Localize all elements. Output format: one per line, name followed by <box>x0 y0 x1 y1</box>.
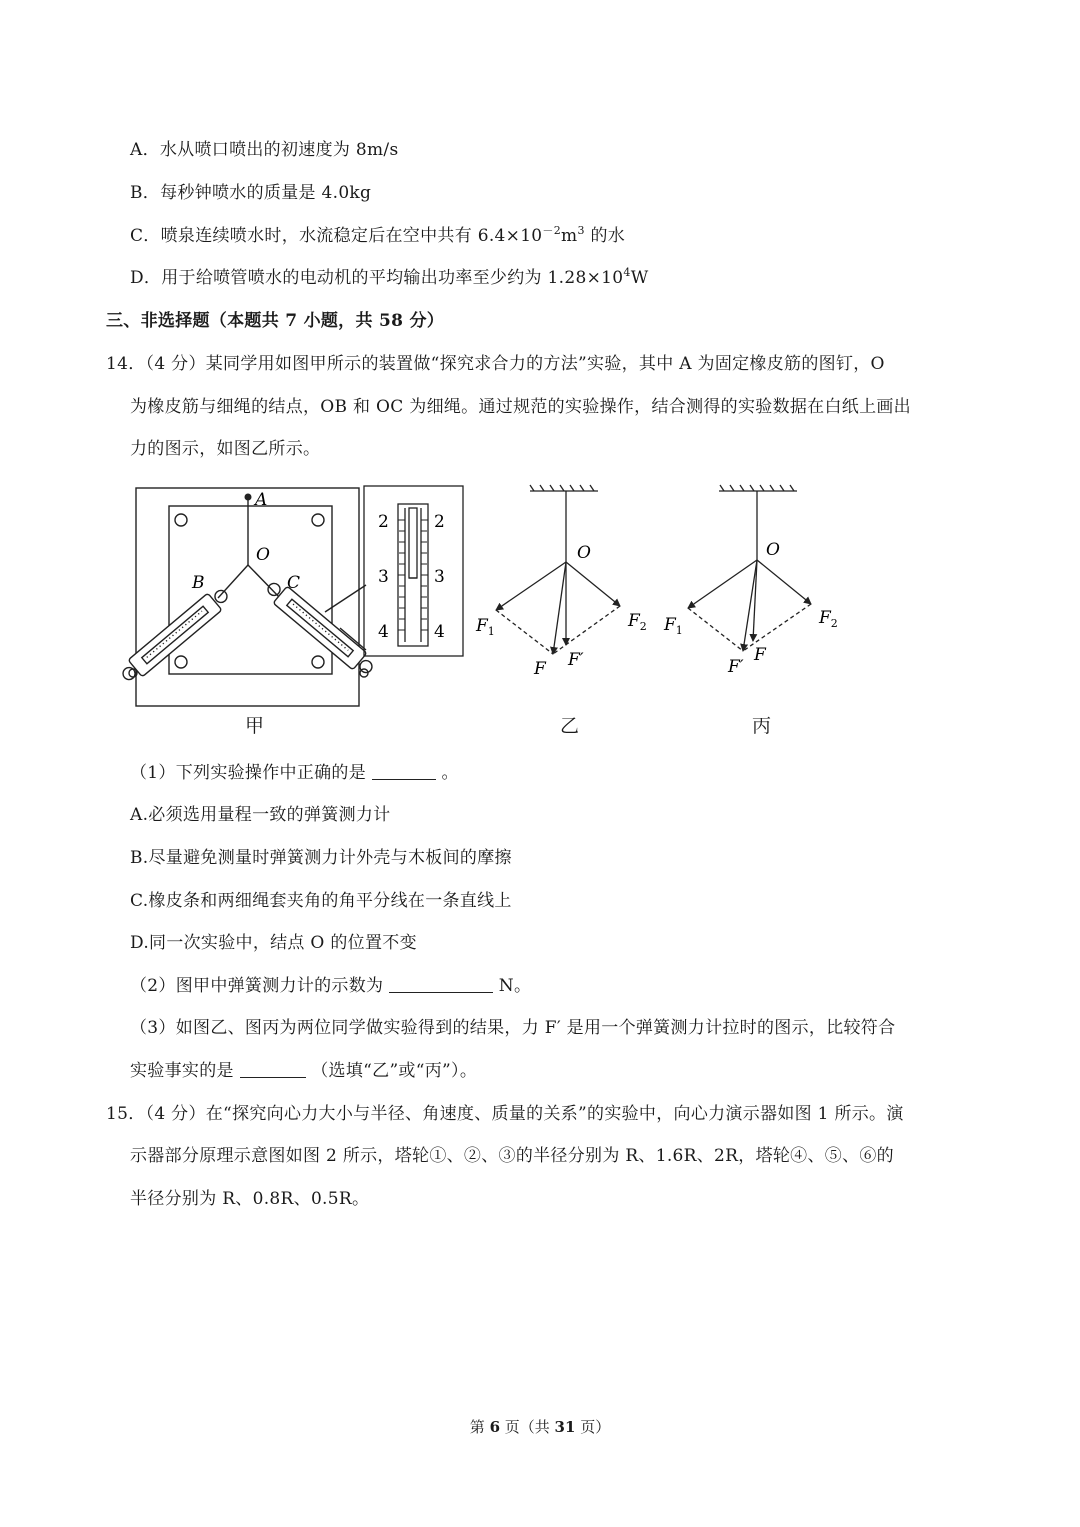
experiment-figure <box>0 0 1080 760</box>
section-heading: 三、非选择题（本题共 7 小题，共 58 分） <box>106 311 445 331</box>
q14-option-d: D.同一次实验中，结点 O 的位置不变 <box>130 933 417 953</box>
label-fprime-bing: F′ <box>728 657 744 677</box>
scale-mark-2-left: 2 <box>378 512 389 532</box>
q15-stem-line3: 半径分别为 R、0.8R、0.5R。 <box>130 1189 370 1209</box>
total-pages: 31 <box>554 1418 576 1436</box>
answer-blank-2[interactable] <box>389 974 493 993</box>
q14-sub3-line2: 实验事实的是 （选填“乙”或“丙”）。 <box>130 1061 478 1081</box>
label-point-b: B <box>192 573 205 593</box>
scale-mark-2-right: 2 <box>434 512 445 532</box>
scale-mark-4-right: 4 <box>434 622 445 642</box>
label-f2-bing: $F_2$ <box>819 608 838 630</box>
scale-mark-4-left: 4 <box>378 622 389 642</box>
q14-sub3-line1: （3）如图乙、图丙为两位同学做实验得到的结果，力 F′ 是用一个弹簧测力计拉时的图示，比较符合 <box>130 1018 896 1038</box>
page-number: 6 <box>489 1418 500 1436</box>
q15-stem-line1: 15．（4 分）在“探究向心力大小与半径、角速度、质量的关系”的实验中，向心力演示器如图 1 所示。演 <box>106 1104 904 1124</box>
label-point-c: C <box>287 573 301 593</box>
q14-stem-line1: 14．（4 分）某同学用如图甲所示的装置做“探究求合力的方法”实验，其中 A 为固定橡皮筋的图钉，O <box>106 354 885 374</box>
answer-blank-1[interactable] <box>372 761 436 780</box>
label-f1-yi: $F_1$ <box>476 616 495 638</box>
label-f2-yi: $F_2$ <box>628 611 647 633</box>
answer-blank-3[interactable] <box>240 1059 306 1078</box>
pin-a-marker <box>245 494 252 501</box>
q14-stem-line3: 力的图示，如图乙所示。 <box>130 439 321 459</box>
figure-label-bing: 丙 <box>752 715 772 737</box>
q13-option-a: A．水从喷口喷出的初速度为 8m/s <box>130 140 399 160</box>
q14-option-b: B.尽量避免测量时弹簧测力计外壳与木板间的摩擦 <box>130 848 512 868</box>
label-point-a: A <box>255 490 268 510</box>
page-footer: 第 6 页（共 31 页） <box>469 1418 611 1436</box>
q13-option-c: C．喷泉连续喷水时，水流稳定后在空中共有 $6.4\times 10^{-2}m^3$ 的水 <box>130 224 626 246</box>
label-f-yi: F <box>534 659 546 679</box>
q14-option-a: A.必须选用量程一致的弹簧测力计 <box>130 805 391 825</box>
scale-mark-3-right: 3 <box>434 567 445 587</box>
force-diagram-yi <box>496 485 620 654</box>
label-fprime-yi: F′ <box>568 650 584 670</box>
figure-label-jia: 甲 <box>245 715 265 737</box>
scale-mark-3-left: 3 <box>378 567 389 587</box>
board-apparatus <box>117 488 377 706</box>
label-f-bing: F <box>754 645 766 665</box>
label-point-o-yi: O <box>577 543 591 563</box>
label-point-o-bing: O <box>766 540 780 560</box>
q14-sub2: （2）图甲中弹簧测力计的示数为 N。 <box>130 976 532 996</box>
label-point-o-jia: O <box>256 545 270 565</box>
q15-stem-line2: 示器部分原理示意图如图 2 所示，塔轮①、②、③的半径分别为 R、1.6R、2R，塔轮④、⑤、⑥的 <box>130 1146 894 1166</box>
q13-option-d: D．用于给喷管喷水的电动机的平均输出功率至少约为 $1.28\times 10^4W$ <box>130 266 649 288</box>
force-diagram-bing <box>688 485 811 651</box>
q13-option-b: B．每秒钟喷水的质量是 4.0kg <box>130 183 372 203</box>
q14-stem-line2: 为橡皮筋与细绳的结点，OB 和 OC 为细绳。通过规范的实验操作，结合测得的实验数据在白纸上画出 <box>130 397 911 417</box>
q14-option-c: C.橡皮条和两细绳套夹角的角平分线在一条直线上 <box>130 891 512 911</box>
label-f1-bing: $F_1$ <box>664 615 683 637</box>
scale-ticks <box>398 520 428 630</box>
q14-sub1: （1）下列实验操作中正确的是 。 <box>130 763 459 783</box>
figure-label-yi: 乙 <box>560 715 580 737</box>
